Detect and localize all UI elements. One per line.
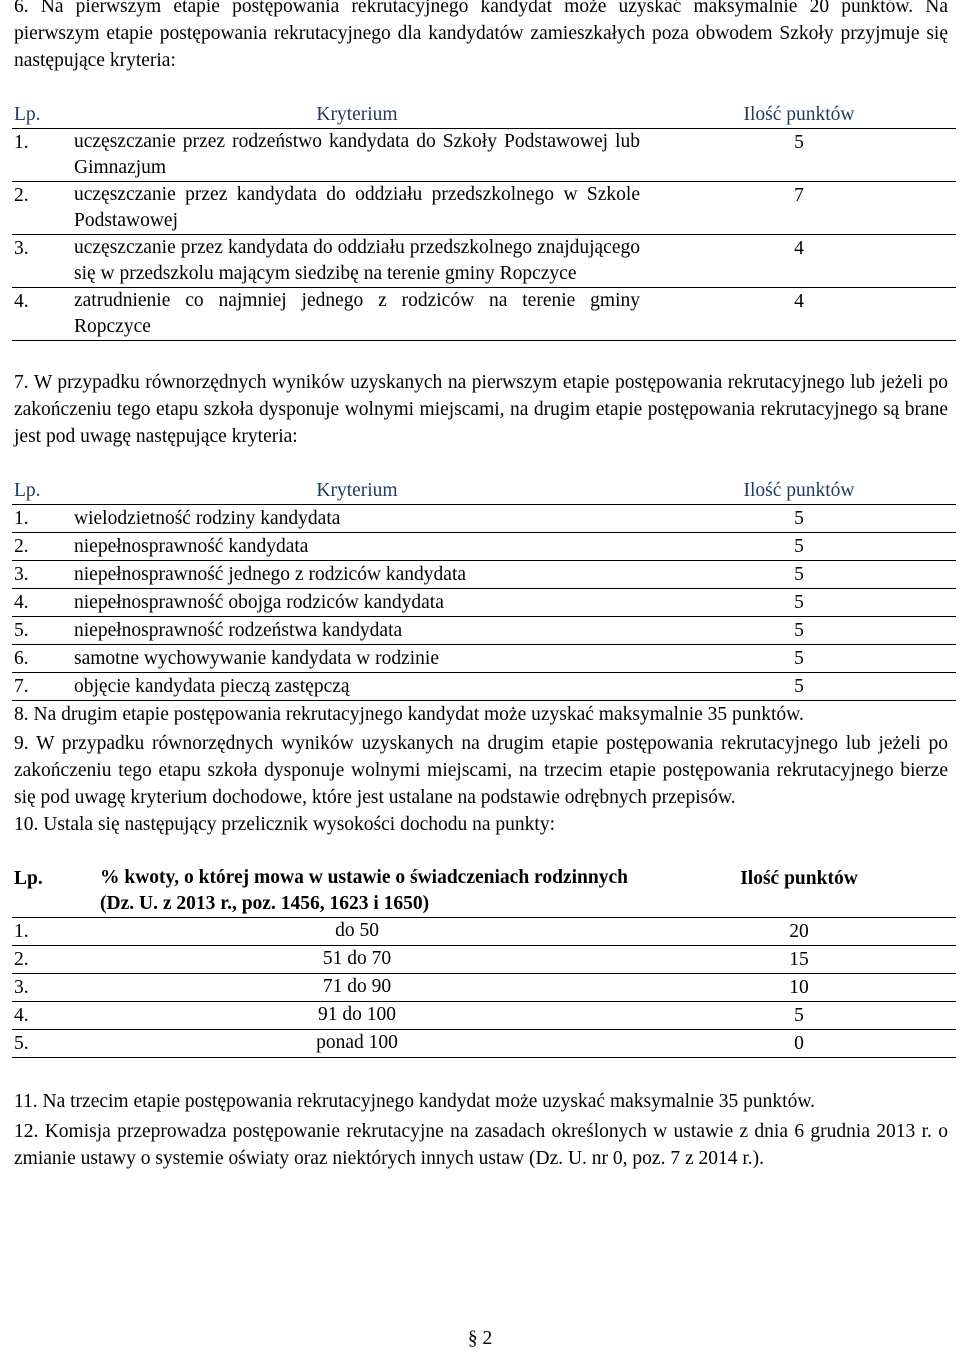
table-header-row [12, 865, 956, 918]
header-lp: Lp. [14, 104, 41, 125]
row-points: 4 [794, 238, 804, 259]
row-points: 5 [794, 1005, 804, 1026]
row-points: 7 [794, 185, 804, 206]
paragraph-8: 8. Na drugim etapie postępowania rekrutacyjnego kandydat może uzyskać maksymalnie 35 punktów. [14, 704, 804, 725]
row-lp: 4. [14, 592, 29, 613]
row-lp: 6. [14, 648, 29, 669]
page-number-value: 2 [482, 1328, 493, 1349]
table-header-row [12, 101, 956, 129]
paragraph-10: 10. Ustala się następujący przelicznik wysokości dochodu na punkty: [14, 814, 555, 835]
paragraph-12: 12. Komisja przeprowadza postępowanie rekrutacyjne na zasadach określonych w ustawie z dnia 6 grudnia 2013 r. o zmianie ustawy o systemie oświaty oraz niektórych innych ustaw (Dz. U. nr 0, poz. 7 z 2014 r.). [14, 1121, 948, 1169]
paragraph-6: 6. Na pierwszym etapie postępowania rekrutacyjnego kandydat może uzyskać maksymalnie 20 punktów. Na pierwszym etapie postępowania rekrutacyjnego dla kandydatów zamieszkałych poza obwodem Szkoły przyjmuje się następujące kryteria: [14, 0, 948, 71]
row-criterion: niepełnosprawność jednego z rodziców kandydata [74, 564, 467, 585]
row-income-range: 51 do 70 [322, 948, 392, 969]
row-income-range: 71 do 90 [322, 976, 392, 997]
table-row [12, 589, 956, 617]
row-lp: 5. [14, 1033, 29, 1054]
table-row [12, 617, 956, 645]
row-criterion: samotne wychowywanie kandydata w rodzinie [74, 648, 439, 669]
row-lp: 5. [14, 620, 29, 641]
table-row [12, 182, 956, 235]
row-points: 5 [794, 508, 804, 529]
criteria-table-stage-2 [12, 477, 956, 701]
table-row [12, 918, 956, 946]
table-row [12, 129, 956, 182]
table-row [12, 561, 956, 589]
row-lp: 4. [14, 291, 29, 312]
row-lp: 1. [14, 132, 29, 153]
table-row [12, 946, 956, 974]
table-row [12, 673, 956, 701]
row-points: 20 [789, 921, 809, 942]
row-points: 5 [794, 620, 804, 641]
row-criterion: niepełnosprawność obojga rodziców kandydata [74, 592, 444, 613]
row-criterion: zatrudnienie co najmniej jednego z rodziców na terenie gminy Ropczyce [74, 290, 640, 337]
row-criterion: objęcie kandydata pieczą zastępczą [74, 676, 350, 697]
row-criterion: wielodzietność rodziny kandydata [74, 508, 341, 529]
row-points: 5 [794, 676, 804, 697]
row-criterion: niepełnosprawność kandydata [74, 536, 309, 557]
row-points: 5 [794, 536, 804, 557]
row-lp: 3. [14, 238, 29, 259]
header-income-percent: % kwoty, o której mowa w ustawie o świadczeniach rodzinnych (Dz. U. z 2013 r., poz. 1456, 1623 i 1650) [100, 867, 628, 914]
row-criterion: uczęszczanie przez kandydata do oddziału przedszkolnego znajdującego się w przedszkolu mającym siedzibę na terenie gminy Ropczyce [74, 237, 640, 284]
row-lp: 1. [14, 508, 29, 529]
paragraph-11: 11. Na trzecim etapie postępowania rekrutacyjnego kandydat może uzyskać maksymalnie 35 punktów. [14, 1091, 816, 1112]
table-header-row [12, 477, 956, 505]
table-row [12, 288, 956, 341]
header-lp: Lp. [14, 868, 43, 889]
table-row [12, 505, 956, 533]
criteria-table-stage-1 [12, 101, 956, 341]
row-lp: 2. [14, 536, 29, 557]
header-points: Ilość punktów [740, 868, 858, 889]
row-points: 4 [794, 291, 804, 312]
header-criterion: Kryterium [316, 480, 398, 501]
row-income-range: do 50 [335, 920, 379, 941]
row-criterion: niepełnosprawność rodzeństwa kandydata [74, 620, 403, 641]
page-number: § 2 [467, 1328, 493, 1349]
row-lp: 3. [14, 977, 29, 998]
header-lp: Lp. [14, 480, 41, 501]
table-row [12, 974, 956, 1002]
row-criterion: uczęszczanie przez rodzeństwo kandydata do Szkoły Podstawowej lub Gimnazjum [74, 131, 640, 178]
row-lp: 1. [14, 921, 29, 942]
header-points: Ilość punktów [743, 104, 855, 125]
header-criterion: Kryterium [316, 104, 398, 125]
paragraph-7: 7. W przypadku równorzędnych wyników uzyskanych na pierwszym etapie postępowania rekrutacyjnego lub jeżeli po zakończeniu tego etapu szkoła dysponuje wolnymi miejscami, na drugim etapie postępowania rekrutacyjnego są brane jest pod uwagę następujące kryteria: [14, 372, 948, 447]
row-lp: 7. [14, 676, 29, 697]
table-row [12, 645, 956, 673]
paragraph-9: 9. W przypadku równorzędnych wyników uzyskanych na drugim etapie postępowania rekrutacyjnego lub jeżeli po zakończeniu tego etapu szkoła dysponuje wolnymi miejscami, na trzecim etapie postępowania rekrutacyjnego bierze się pod uwagę kryterium dochodowe, które jest ustalane na podstawie odrębnych przepisów. [14, 733, 948, 808]
table-row [12, 1030, 956, 1058]
row-points: 5 [794, 564, 804, 585]
row-points: 5 [794, 648, 804, 669]
header-points: Ilość punktów [743, 480, 855, 501]
row-criterion: uczęszczanie przez kandydata do oddziału przedszkolnego w Szkole Podstawowej [74, 184, 640, 231]
table-row [12, 235, 956, 288]
row-points: 15 [789, 949, 809, 970]
row-points: 10 [789, 977, 809, 998]
row-lp: 3. [14, 564, 29, 585]
row-income-range: 91 do 100 [318, 1004, 396, 1025]
row-points: 5 [794, 592, 804, 613]
document-page [14, 0, 948, 1172]
table-row [12, 1002, 956, 1030]
income-points-table [12, 865, 956, 1058]
row-lp: 2. [14, 185, 29, 206]
row-lp: 4. [14, 1005, 29, 1026]
row-income-range: ponad 100 [316, 1032, 398, 1053]
row-points: 0 [794, 1033, 804, 1054]
row-points: 5 [794, 132, 804, 153]
table-row [12, 533, 956, 561]
row-lp: 2. [14, 949, 29, 970]
